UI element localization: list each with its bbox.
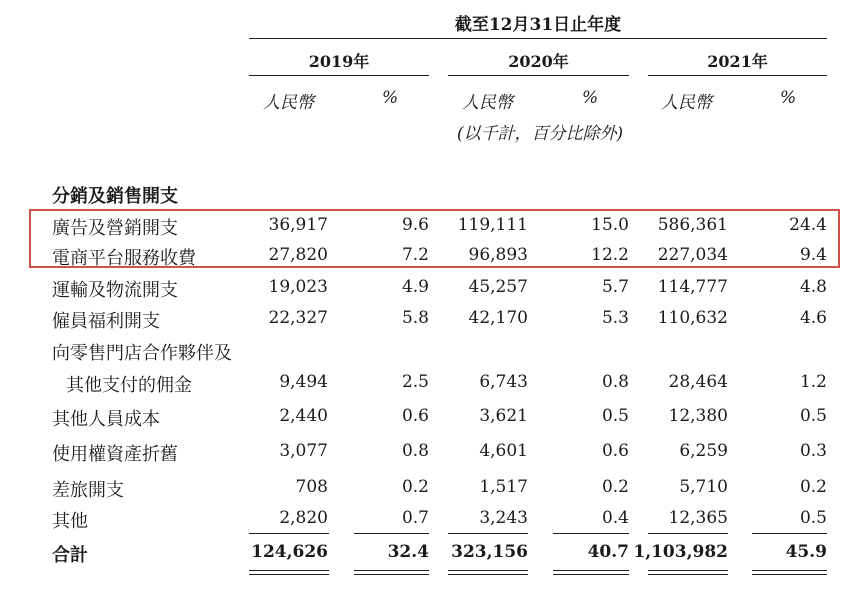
pct-2021: 9.4 bbox=[799, 245, 827, 265]
pct-2020: 0.2 bbox=[601, 477, 629, 497]
row-label: 使用權資產折舊 bbox=[52, 444, 178, 465]
table-row bbox=[0, 436, 846, 466]
period-header: 截至12月31日止年度 bbox=[454, 15, 622, 35]
total-double-rule bbox=[354, 570, 429, 575]
value-2019: 2,440 bbox=[279, 406, 328, 426]
total-value-2021: 1,103,982 bbox=[633, 542, 728, 562]
total-value-2020: 323,156 bbox=[451, 542, 528, 562]
value-2021: 6,259 bbox=[679, 441, 728, 461]
pct-2019: 0.2 bbox=[401, 477, 429, 497]
pct-2020: 12.2 bbox=[591, 245, 629, 265]
value-2021: 110,632 bbox=[657, 308, 728, 328]
value-2021: 114,777 bbox=[657, 277, 728, 297]
pct-2021: 0.5 bbox=[799, 508, 827, 528]
currency-label-2021: 人民幣 bbox=[661, 93, 712, 113]
table-row bbox=[0, 210, 846, 240]
header-rule bbox=[249, 38, 827, 39]
pct-2019: 5.8 bbox=[401, 308, 429, 328]
value-2019: 2,820 bbox=[279, 508, 328, 528]
value-2019: 27,820 bbox=[268, 245, 328, 265]
subtotal-rule bbox=[448, 533, 528, 534]
pct-2019: 0.8 bbox=[401, 441, 429, 461]
subtotal-rule bbox=[354, 533, 429, 534]
year-2021: 2021年 bbox=[707, 52, 768, 71]
pct-2021: 0.2 bbox=[799, 477, 827, 497]
year-2020: 2020年 bbox=[508, 52, 569, 71]
year-2019: 2019年 bbox=[308, 52, 370, 71]
pct-2021: 0.3 bbox=[799, 441, 827, 461]
pct-2020: 0.6 bbox=[601, 441, 629, 461]
total-double-rule bbox=[448, 570, 528, 575]
subtotal-rule bbox=[648, 533, 728, 534]
subtotal-rule bbox=[553, 533, 629, 534]
percent-label-2021: % bbox=[780, 88, 797, 108]
value-2020: 45,257 bbox=[468, 277, 528, 297]
value-2020: 119,111 bbox=[457, 215, 528, 235]
value-2021: 12,380 bbox=[668, 406, 728, 426]
pct-2021: 1.2 bbox=[799, 372, 827, 392]
total-pct-2019: 32.4 bbox=[387, 542, 429, 562]
pct-2020: 5.3 bbox=[601, 308, 629, 328]
year-rule-2020 bbox=[448, 75, 629, 76]
percent-label-2020: % bbox=[582, 88, 599, 108]
table-row bbox=[0, 240, 846, 270]
value-2019: 708 bbox=[295, 477, 328, 497]
pct-2021: 4.6 bbox=[799, 308, 827, 328]
row-label: 運輸及物流開支 bbox=[52, 280, 178, 301]
year-rule-2021 bbox=[648, 75, 827, 76]
row-label: 僱員福利開支 bbox=[52, 311, 160, 332]
value-2019: 22,327 bbox=[268, 308, 328, 328]
value-2019: 3,077 bbox=[279, 441, 328, 461]
percent-label-2019: % bbox=[382, 88, 399, 108]
pct-2020: 0.4 bbox=[601, 508, 629, 528]
table-row bbox=[0, 472, 846, 502]
value-2021: 586,361 bbox=[657, 215, 728, 235]
pct-2021: 4.8 bbox=[799, 277, 827, 297]
value-2021: 12,365 bbox=[668, 508, 728, 528]
pct-2019: 2.5 bbox=[401, 372, 429, 392]
currency-label-2020: 人民幣 bbox=[462, 93, 513, 113]
row-label-continued: 其他支付的佣金 bbox=[66, 375, 192, 396]
pct-2019: 0.6 bbox=[401, 406, 429, 426]
row-label: 電商平台服務收費 bbox=[52, 248, 196, 269]
pct-2020: 0.5 bbox=[601, 406, 629, 426]
pct-2020: 0.8 bbox=[601, 372, 629, 392]
value-2020: 4,601 bbox=[479, 441, 528, 461]
total-pct-2020: 40.7 bbox=[587, 542, 629, 562]
row-label: 差旅開支 bbox=[52, 480, 124, 501]
pct-2019: 0.7 bbox=[401, 508, 429, 528]
subtotal-rule bbox=[752, 533, 827, 534]
value-2019: 36,917 bbox=[268, 215, 328, 235]
total-double-rule bbox=[249, 570, 329, 575]
row-label: 其他人員成本 bbox=[52, 409, 160, 430]
value-2021: 28,464 bbox=[668, 372, 728, 392]
pct-2020: 5.7 bbox=[601, 277, 629, 297]
value-2020: 3,621 bbox=[479, 406, 528, 426]
value-2019: 9,494 bbox=[279, 372, 328, 392]
pct-2019: 4.9 bbox=[401, 277, 429, 297]
value-2021: 227,034 bbox=[657, 245, 728, 265]
table-row-label-line1 bbox=[0, 335, 846, 365]
total-double-rule bbox=[553, 570, 629, 575]
table-row bbox=[0, 272, 846, 302]
table-row bbox=[0, 401, 846, 431]
value-2019: 19,023 bbox=[268, 277, 328, 297]
pct-2020: 15.0 bbox=[591, 215, 629, 235]
total-double-rule bbox=[648, 570, 728, 575]
pct-2021: 0.5 bbox=[799, 406, 827, 426]
value-2020: 42,170 bbox=[468, 308, 528, 328]
total-double-rule bbox=[752, 570, 827, 575]
pct-2019: 7.2 bbox=[401, 245, 429, 265]
total-value-2019: 124,626 bbox=[251, 542, 328, 562]
table-row bbox=[0, 367, 846, 397]
table-row bbox=[0, 303, 846, 333]
total-pct-2021: 45.9 bbox=[785, 542, 827, 562]
pct-2019: 9.6 bbox=[401, 215, 429, 235]
section-title: 分銷及銷售開支 bbox=[52, 186, 178, 207]
row-label: 廣告及營銷開支 bbox=[52, 218, 178, 239]
row-label: 其他 bbox=[52, 511, 88, 532]
table-row bbox=[0, 503, 846, 533]
pct-2021: 24.4 bbox=[789, 215, 827, 235]
currency-label-2019: 人民幣 bbox=[263, 93, 314, 113]
row-label: 向零售門店合作夥伴及 bbox=[52, 343, 232, 364]
year-rule-2019 bbox=[249, 75, 429, 76]
value-2021: 5,710 bbox=[679, 477, 728, 497]
value-2020: 96,893 bbox=[468, 245, 528, 265]
value-2020: 3,243 bbox=[479, 508, 528, 528]
subtotal-rule bbox=[249, 533, 329, 534]
units-note: (以千計，百分比除外) bbox=[456, 124, 624, 144]
value-2020: 1,517 bbox=[479, 477, 528, 497]
total-label: 合計 bbox=[52, 545, 88, 566]
value-2020: 6,743 bbox=[479, 372, 528, 392]
total-row bbox=[0, 537, 846, 567]
